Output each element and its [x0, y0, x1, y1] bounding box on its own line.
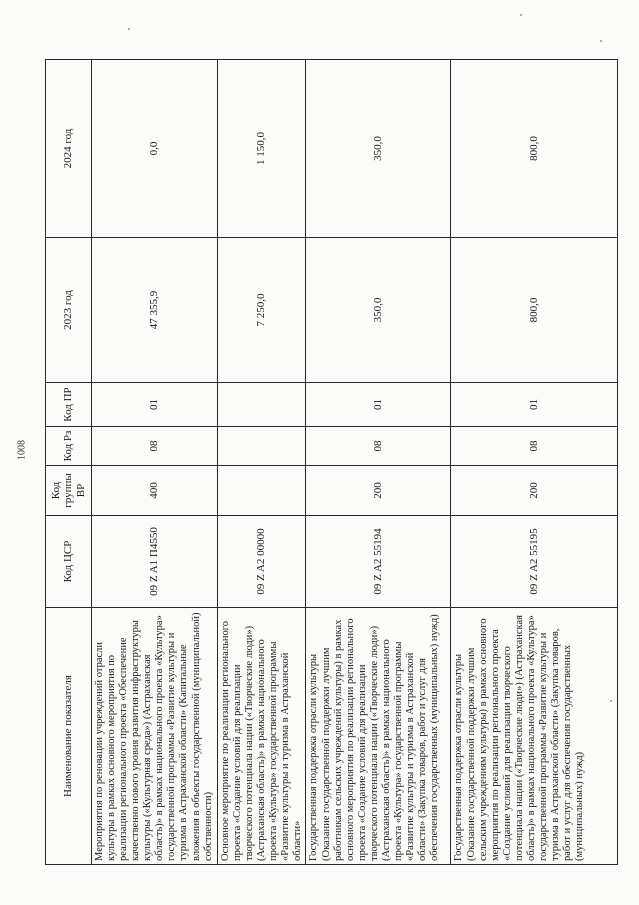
row-vr: 200	[451, 466, 618, 516]
row-2024: 800,0	[451, 60, 618, 238]
rotated-budget-table-wrapper	[45, 60, 600, 865]
row-2024: 350,0	[306, 60, 451, 238]
row-2023: 800,0	[451, 238, 618, 383]
scan-speck	[128, 28, 130, 30]
row-vr	[218, 466, 306, 516]
scan-speck	[520, 14, 522, 16]
budget-table	[45, 59, 618, 865]
row-rz: 08	[451, 427, 618, 466]
header-csr: Код ЦСР	[46, 516, 92, 608]
header-pr: Код ПР	[46, 383, 92, 427]
table-row	[451, 60, 618, 865]
header-2023: 2023 год	[46, 238, 92, 383]
table-header-row	[46, 60, 92, 865]
row-csr: 09 Z A2 00000	[218, 516, 306, 608]
row-2024: 0,0	[92, 60, 218, 238]
header-rz: Код Рз	[46, 427, 92, 466]
header-name: Наименование показателя	[46, 608, 92, 865]
row-name: Государственная поддержка отрасли культуры (Оказание государственной поддержки лучшим работникам сельских учреждений культуры) в рамках основного мероприятия по реализации регионального проекта «Создание условий для реализации творческого потенциала нации («Творческие люди») (Астраханская область)» в рамках национального проекта «Культура» государственной программы «Развитие культуры и туризма в Астраханской области» (Закупка товаров, работ и услуг для обеспечения государственных (муниципальных) нужд)	[306, 608, 451, 865]
row-rz: 08	[92, 427, 218, 466]
row-csr: 09 Z A2 55194	[306, 516, 451, 608]
row-pr: 01	[451, 383, 618, 427]
page-number: 1008	[16, 440, 28, 460]
row-vr: 200	[306, 466, 451, 516]
row-csr: 09 Z A1 П4550	[92, 516, 218, 608]
row-2023: 47 355,9	[92, 238, 218, 383]
row-rz	[218, 427, 306, 466]
table-row	[218, 60, 306, 865]
row-pr	[218, 383, 306, 427]
row-vr: 400	[92, 466, 218, 516]
table-row	[306, 60, 451, 865]
row-name: Государственная поддержка отрасли культуры (Оказание государственной поддержки лучшим сельским учреждениям культуры) в рамках основного мероприятия по реализации регионального проекта «Создание условий для реализации творческого потенциала нации («Творческие люди») (Астраханская область)» в рамках национального проекта «Культура» государственной программы «Развитие культуры и туризма в Астраханской области» (Закупка товаров, работ и услуг для обеспечения государственных (муниципальных) нужд)	[451, 608, 618, 865]
row-pr: 01	[92, 383, 218, 427]
header-vr: Код группы ВР	[46, 466, 92, 516]
row-2023: 7 250,0	[218, 238, 306, 383]
row-name: Мероприятия по реновации учреждений отрасли культуры в рамках основного мероприятия по реализации регионального проекта «Обеспечение качественно нового уровня развития инфраструктуры культуры («Культурная среда») (Астраханская область)» в рамках национального проекта «Культура» государственной программы «Развитие культуры и туризма в Астраханской области» (Капитальные вложения в объекты государственной (муниципальной) собственности)	[92, 608, 218, 865]
row-2024: 1 150,0	[218, 60, 306, 238]
table-row	[92, 60, 218, 865]
row-2023: 350,0	[306, 238, 451, 383]
row-name: Основное мероприятие по реализации регионального проекта «Создание условий для реализации творческого потенциала нации («Творческие люди») (Астраханская область)» в рамках национального проекта «Культура» государственной программы «Развитие культуры и туризма в Астраханской области»	[218, 608, 306, 865]
scan-speck	[600, 40, 602, 42]
row-csr: 09 Z A2 55195	[451, 516, 618, 608]
row-rz: 08	[306, 427, 451, 466]
row-pr: 01	[306, 383, 451, 427]
header-2024: 2024 год	[46, 60, 92, 238]
